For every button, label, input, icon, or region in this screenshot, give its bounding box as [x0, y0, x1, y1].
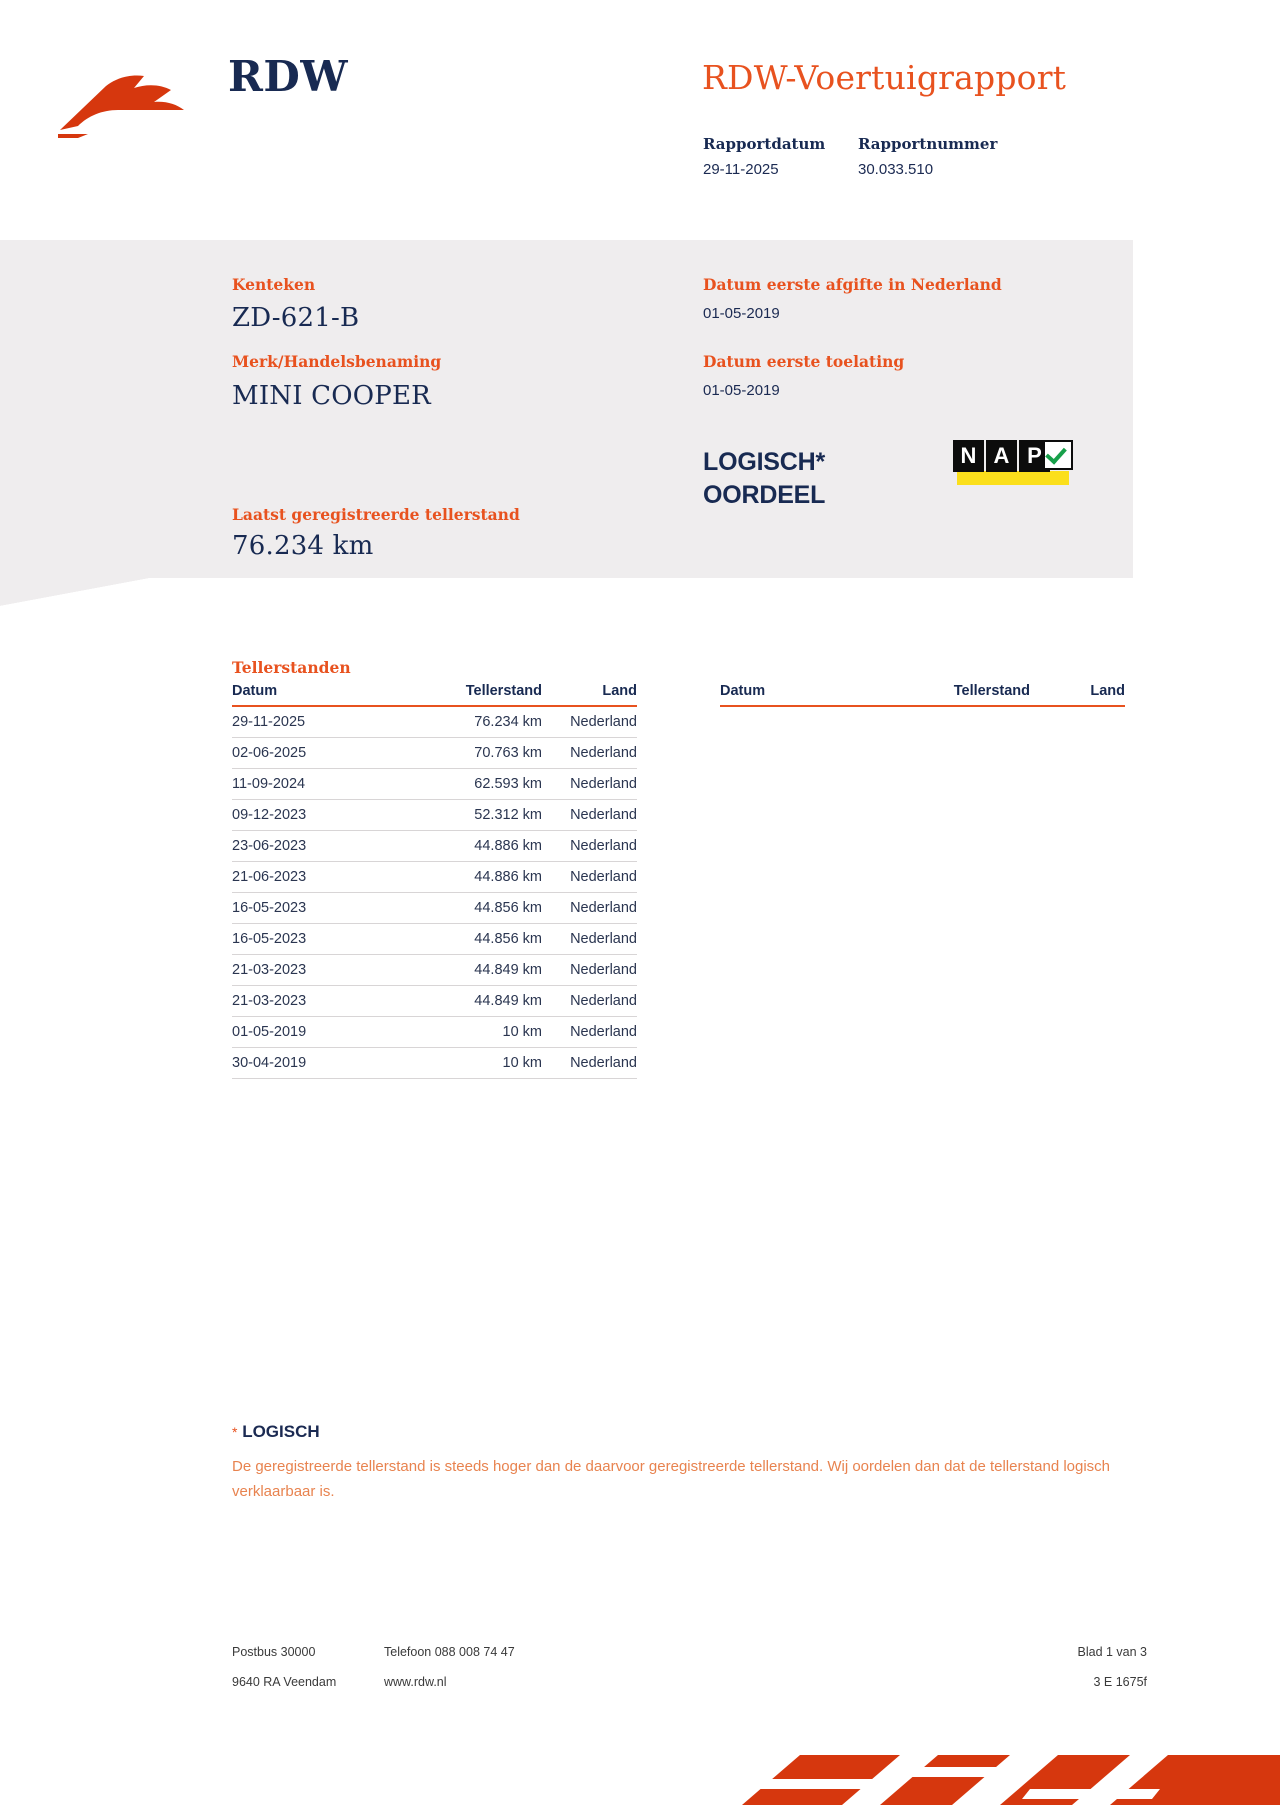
cell-datum: 02-06-2025 [232, 738, 397, 769]
cell-land: Nederland [542, 955, 637, 986]
report-number-label: Rapportnummer [858, 135, 998, 153]
report-date-label: Rapportdatum [703, 135, 826, 153]
report-number-value: 30.033.510 [858, 161, 934, 178]
meter-readings-title: Tellerstanden [232, 658, 351, 677]
cell-land: Nederland [542, 924, 637, 955]
page-footer [232, 1645, 1147, 1705]
cell-land: Nederland [542, 738, 637, 769]
merk-value: MINI COOPER [232, 381, 431, 411]
column-header-tellerstand: Tellerstand [397, 683, 542, 706]
cell-land: Nederland [542, 862, 637, 893]
cell-tellerstand: 44.849 km [397, 955, 542, 986]
report-header [0, 0, 1280, 240]
cell-datum: 29-11-2025 [232, 706, 397, 738]
cell-tellerstand: 10 km [397, 1048, 542, 1079]
table-row [232, 986, 637, 1017]
cell-tellerstand: 52.312 km [397, 800, 542, 831]
column-header-datum: Datum [720, 683, 885, 706]
report-meta [703, 135, 997, 178]
footnote-block [232, 1422, 1147, 1504]
table-row [232, 738, 637, 769]
footer-website[interactable]: www.rdw.nl [384, 1675, 447, 1689]
cell-datum: 23-06-2023 [232, 831, 397, 862]
kenteken-value: ZD-621-B [232, 303, 360, 333]
kenteken-label: Kenteken [232, 275, 316, 294]
cell-land: Nederland [542, 769, 637, 800]
rdw-swoosh-icon [58, 68, 193, 138]
nap-logo [953, 440, 1069, 485]
nap-yellow-bar [957, 471, 1069, 485]
table-row [232, 800, 637, 831]
table-row [232, 769, 637, 800]
first-admission-date-value: 01-05-2019 [703, 382, 780, 399]
table-header-row [720, 683, 1125, 706]
nap-letter-p: P [1019, 440, 1050, 472]
column-header-tellerstand: Tellerstand [885, 683, 1030, 706]
first-admission-date-label: Datum eerste toelating [703, 352, 905, 371]
footer-telephone: Telefoon 088 008 74 47 [384, 1645, 515, 1659]
meter-readings-table-left [232, 683, 637, 1079]
footer-city: 9640 RA Veendam [232, 1675, 337, 1689]
table-row [232, 893, 637, 924]
table-row [232, 831, 637, 862]
table-row [232, 1048, 637, 1079]
last-meter-reading-value: 76.234 km [232, 531, 374, 561]
oordeel-line-1: LOGISCH* [703, 448, 826, 476]
cell-land: Nederland [542, 893, 637, 924]
cell-datum: 16-05-2023 [232, 924, 397, 955]
footnote-star: * [232, 1424, 238, 1440]
cell-datum: 11-09-2024 [232, 769, 397, 800]
cell-tellerstand: 44.886 km [397, 862, 542, 893]
cell-tellerstand: 10 km [397, 1017, 542, 1048]
cell-tellerstand: 44.886 km [397, 831, 542, 862]
cell-datum: 16-05-2023 [232, 893, 397, 924]
cell-datum: 30-04-2019 [232, 1048, 397, 1079]
cell-datum: 21-03-2023 [232, 955, 397, 986]
nap-letter-a: A [986, 440, 1017, 472]
first-issue-date-label: Datum eerste afgifte in Nederland [703, 275, 1002, 294]
first-issue-date-value: 01-05-2019 [703, 305, 780, 322]
last-meter-reading-label: Laatst geregistreerde tellerstand [232, 505, 520, 524]
cell-land: Nederland [542, 800, 637, 831]
cell-land: Nederland [542, 986, 637, 1017]
column-header-land: Land [542, 683, 637, 706]
meter-readings-table-right [720, 683, 1125, 707]
nap-checkmark-icon [1043, 440, 1073, 470]
footer-form-code: 3 E 1675f [1093, 1675, 1147, 1689]
cell-land: Nederland [542, 1048, 637, 1079]
footer-page-number: Blad 1 van 3 [1077, 1645, 1147, 1659]
cell-datum: 21-03-2023 [232, 986, 397, 1017]
footnote-title [232, 1422, 1147, 1442]
merk-label: Merk/Handelsbenaming [232, 352, 442, 371]
rdw-wordmark: RDW [228, 52, 348, 101]
cell-land: Nederland [542, 831, 637, 862]
table-row [232, 924, 637, 955]
column-header-datum: Datum [232, 683, 397, 706]
cell-tellerstand: 44.849 km [397, 986, 542, 1017]
table-row [232, 955, 637, 986]
cell-datum: 01-05-2019 [232, 1017, 397, 1048]
panel-corner-notch [0, 578, 150, 606]
footer-decoration-icon [0, 1745, 1280, 1812]
cell-datum: 09-12-2023 [232, 800, 397, 831]
column-header-land: Land [1030, 683, 1125, 706]
report-date-value: 29-11-2025 [703, 161, 779, 178]
footnote-body: De geregistreerde tellerstand is steeds hoger dan de daarvoor geregistreerde tellerstand. Wij oordelen dan dat de tellerstand logisch verklaarbaar is. [232, 1458, 1111, 1500]
status-badge [703, 446, 825, 512]
oordeel-line-2: OORDEEL [703, 481, 826, 509]
table-header-row [232, 683, 637, 706]
footer-postbus: Postbus 30000 [232, 1645, 316, 1659]
table-row [232, 862, 637, 893]
cell-land: Nederland [542, 1017, 637, 1048]
cell-tellerstand: 44.856 km [397, 893, 542, 924]
cell-tellerstand: 62.593 km [397, 769, 542, 800]
nap-letter-n: N [953, 440, 984, 472]
cell-tellerstand: 70.763 km [397, 738, 542, 769]
cell-land: Nederland [542, 706, 637, 738]
cell-datum: 21-06-2023 [232, 862, 397, 893]
cell-tellerstand: 76.234 km [397, 706, 542, 738]
table-row [232, 1017, 637, 1048]
cell-tellerstand: 44.856 km [397, 924, 542, 955]
footnote-title-text: LOGISCH [242, 1422, 320, 1441]
report-title: RDW-Voertuigrapport [702, 58, 1067, 97]
table-row [232, 706, 637, 738]
